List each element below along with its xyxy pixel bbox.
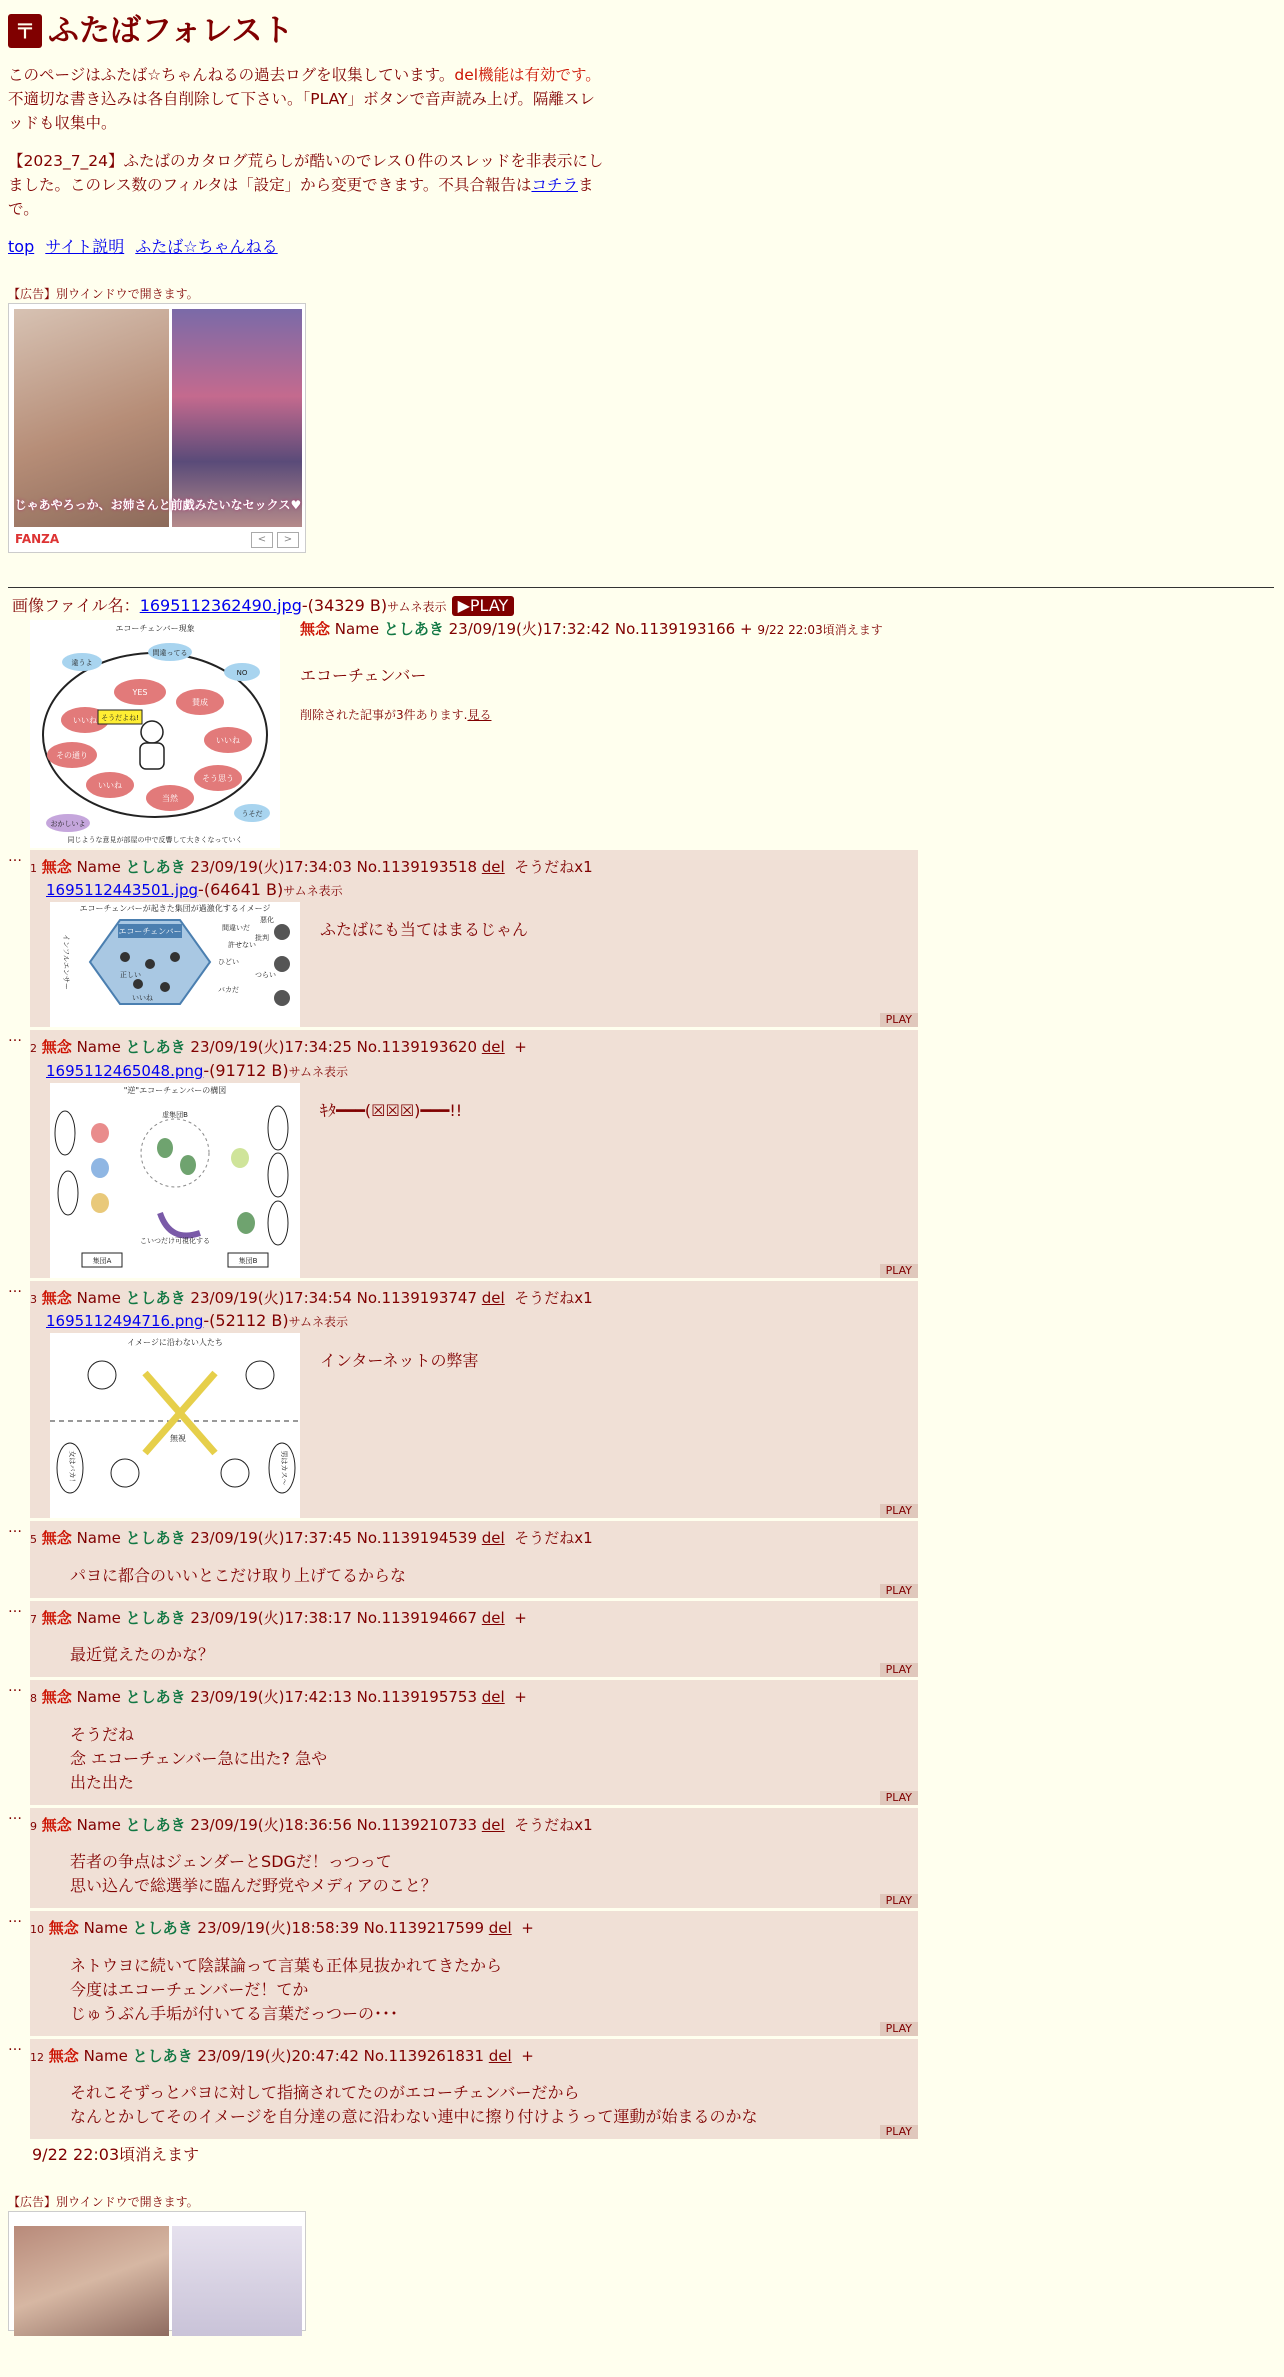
reply-index: 10: [30, 1923, 44, 1937]
reply-post: [30, 1281, 918, 1519]
intro-del-text: del機能は有効です。: [454, 65, 601, 84]
reply-subject: 無念: [41, 1038, 72, 1057]
reply-datetime: 23/09/19(火)17:34:03: [190, 857, 352, 876]
reply-name-label: Name: [76, 857, 121, 876]
image-group-a: 集団A: [92, 1256, 112, 1265]
reply-text-line: 若者の争点はジェンダーとSDGだ！っつって: [70, 1852, 392, 1872]
op-play-button[interactable]: ▶PLAY: [452, 596, 515, 616]
reply-header: [30, 1287, 918, 1310]
thread-divider: [8, 587, 1274, 588]
reply-subject: 無念: [48, 1919, 79, 1938]
reply-thumb-toggle[interactable]: サムネ表示: [283, 884, 343, 899]
reply-image[interactable]: [50, 1083, 300, 1271]
op-file-size: -(34329 B): [301, 595, 388, 615]
reply-text: [30, 1550, 918, 1598]
ad-note: 【広告】別ウインドウで開きます。: [8, 286, 199, 301]
op-header: [300, 618, 883, 641]
reply-name-label: Name: [83, 1919, 128, 1938]
reply-text-line: それこそずっとパヨに対して指摘されてたのがエコーチェンバーだから: [70, 2083, 580, 2103]
image-word: バカだ: [218, 986, 239, 995]
reply-content: [30, 1083, 918, 1278]
image-word: 間違いだ: [222, 924, 250, 933]
reply-post: [30, 1030, 918, 1278]
reply-del-link[interactable]: del: [481, 1815, 505, 1834]
op-name-label: Name: [334, 619, 380, 638]
bubble-lie: うそだ: [241, 809, 263, 818]
reply-header: [30, 2045, 918, 2068]
image-right-bubble: 男はカス～: [280, 1450, 288, 1486]
image-word: ひどい: [218, 958, 239, 967]
reply-menu-icon[interactable]: …: [8, 1279, 22, 1296]
reply-name-label: Name: [76, 1288, 121, 1307]
op-subject: 無念: [300, 619, 331, 638]
reply-del-link[interactable]: del: [481, 1038, 505, 1057]
reply-number[interactable]: No.1139261831: [363, 2046, 484, 2065]
reply-post: [30, 2039, 918, 2140]
reply-post: [30, 1680, 918, 1805]
bubble-like-1: いいね: [73, 715, 97, 725]
reply-file-link[interactable]: 1695112443501.jpg: [46, 881, 199, 900]
reply-sodane[interactable]: +: [514, 1038, 527, 1057]
reply-index: 2: [30, 1042, 37, 1056]
image-title: "逆"エコーチェンバーの構図: [123, 1085, 227, 1095]
reply-row: [8, 1808, 1276, 1909]
reply-play-button[interactable]: PLAY: [880, 1894, 918, 1908]
deleted-show-link[interactable]: 見る: [467, 708, 492, 723]
notice-text-end: まで。: [8, 175, 594, 218]
ad-brand-logo: FANZA: [15, 531, 60, 546]
reply-file-size: -(91712 B): [203, 1060, 289, 1080]
reply-sodane[interactable]: +: [521, 2046, 534, 2065]
reply-del-link[interactable]: del: [481, 1688, 505, 1707]
nav-top-link[interactable]: top: [8, 236, 35, 256]
reply-number[interactable]: No.1139217599: [363, 1919, 484, 1938]
reply-subject: 無念: [48, 2046, 79, 2065]
reply-file-link[interactable]: 1695112465048.png: [46, 1061, 204, 1080]
image-group-b: 集団B: [238, 1256, 258, 1265]
reply-sodane[interactable]: +: [514, 1608, 527, 1627]
reply-menu-icon[interactable]: …: [8, 1806, 22, 1823]
op-number[interactable]: No.1139193166: [614, 619, 736, 638]
image-title: エコーチェンバーが起きた集団が過激化するイメージ: [79, 904, 271, 914]
reply-text-line: なんとかしてそのイメージを自分達の意に沿わない連中に擦り付けようって運動が始まるのかな: [70, 2107, 758, 2127]
reply-name: としあき: [125, 1688, 186, 1707]
reply-header: [30, 1686, 918, 1709]
reply-thumb-toggle[interactable]: サムネ表示: [288, 1315, 349, 1330]
reply-text: [30, 2067, 918, 2139]
image-word: 許せない: [228, 941, 256, 950]
reply-subject: 無念: [41, 1815, 72, 1834]
bubble-mistaken: 間違ってる: [152, 648, 188, 657]
bubble-natural: 当然: [162, 793, 178, 803]
ad-image-left: [14, 309, 169, 527]
reply-datetime: 23/09/19(火)18:36:56: [190, 1815, 352, 1834]
reply-text: [30, 1629, 918, 1677]
reply-menu-icon[interactable]: …: [8, 1029, 22, 1046]
reply-menu-icon[interactable]: …: [8, 1520, 22, 1537]
reply-text: [320, 1349, 479, 1518]
reply-image[interactable]: [50, 1333, 300, 1511]
reply-sodane[interactable]: そうだねx1: [514, 1815, 593, 1834]
reply-number[interactable]: No.1139195753: [356, 1688, 477, 1707]
ad-next-button[interactable]: >: [277, 532, 299, 548]
reply-file-line: [30, 1059, 918, 1083]
reply-text-line: 思い込んで総選挙に臨んだ野党やメディアのこと？: [70, 1876, 437, 1896]
reply-sodane[interactable]: そうだねx1: [514, 1529, 593, 1548]
reply-datetime: 23/09/19(火)17:34:25: [190, 1038, 352, 1057]
reply-text-line: 念 エコーチェンバー急に出た? 急や: [70, 1748, 328, 1768]
reply-menu-icon[interactable]: …: [8, 2037, 22, 2054]
op-thumb-toggle[interactable]: サムネ表示: [387, 599, 447, 614]
bubble-like-3: いいね: [98, 780, 122, 790]
reply-row: [8, 1601, 1276, 1678]
reply-name: としあき: [125, 1608, 186, 1627]
op-image-caption: 同じような意見が部屋の中で反響して大きくなっていく: [67, 835, 243, 844]
reply-del-link[interactable]: del: [481, 1529, 505, 1548]
reply-play-button[interactable]: PLAY: [880, 1584, 918, 1598]
file-label: 画像ファイル名：: [12, 595, 140, 615]
reply-file-link[interactable]: 1695112494716.png: [46, 1312, 204, 1331]
intro-text: このページはふたば☆ちゃんねるの過去ログを収集しています。: [8, 65, 455, 84]
reply-index: 12: [30, 2050, 44, 2064]
reply-post: [30, 1808, 918, 1909]
image-left-bubble: 女はバカ！: [68, 1450, 76, 1486]
image-word: 悪化: [260, 916, 274, 925]
reply-del-link[interactable]: del: [488, 2046, 512, 2065]
reply-menu-icon[interactable]: …: [8, 848, 22, 865]
reply-datetime: 23/09/19(火)18:58:39: [197, 1919, 359, 1938]
reply-text-line: じゅうぶん手垢が付いてる言葉だっつーの･･･: [70, 2003, 399, 2023]
bubble-like-2: いいね: [216, 735, 240, 745]
op-text: エコーチェンバー: [300, 666, 427, 686]
image-note: こいつだけ可視化する: [140, 1236, 210, 1245]
reply-text-line: 今度はエコーチェンバーだ！てか: [70, 1979, 309, 1999]
reply-image-wrap[interactable]: [50, 1333, 300, 1518]
reply-list: [8, 850, 1276, 2140]
reply-row: [8, 1680, 1276, 1805]
ad-caption: じゃあやろっか、お姉さんと前戯みたいなセックス♥: [14, 497, 302, 512]
image-center-label: 無視: [170, 1434, 186, 1444]
reply-name: としあき: [125, 857, 186, 876]
nav-links: [8, 235, 1276, 259]
reply-subject: 無念: [41, 1688, 72, 1707]
op-body: [300, 618, 883, 725]
reply-index: 9: [30, 1819, 37, 1833]
reply-index: 7: [30, 1612, 37, 1626]
nav-about-link[interactable]: サイト説明: [45, 236, 125, 256]
reply-text: [30, 1709, 918, 1805]
reply-file-line: [30, 1309, 918, 1333]
site-title: ふたばフォレスト: [48, 13, 294, 49]
reply-datetime: 23/09/19(火)17:38:17: [190, 1608, 352, 1627]
op-datetime: 23/09/19(火)17:32:42: [448, 619, 611, 638]
reply-name-label: Name: [76, 1815, 121, 1834]
site-logo-icon: 〒: [8, 14, 42, 48]
ad-arrows: [251, 532, 299, 548]
reply-del-link[interactable]: del: [481, 1608, 505, 1627]
reply-sodane[interactable]: そうだねx1: [514, 857, 593, 876]
reply-number[interactable]: No.1139194539: [356, 1529, 477, 1548]
reply-text: [320, 918, 528, 1027]
reply-index: 8: [30, 1692, 37, 1706]
reply-name: としあき: [125, 1529, 186, 1548]
reply-row: [8, 850, 1276, 1028]
reply-content: [30, 902, 918, 1027]
image-word: 批判: [255, 934, 269, 943]
op-post: [8, 618, 1276, 850]
reply-del-link[interactable]: del: [488, 1919, 512, 1938]
op-file-link[interactable]: 1695112362490.jpg: [139, 595, 302, 615]
image-side-label: インフルエンサー: [62, 934, 70, 990]
reply-number[interactable]: No.1139194667: [356, 1608, 477, 1627]
reply-text-line: インターネットの弊害: [320, 1351, 479, 1371]
reply-del-link[interactable]: del: [481, 1288, 505, 1307]
op-expire: 9/22 22:03頃消えます: [757, 622, 883, 637]
reply-header: [30, 856, 918, 879]
reply-sodane[interactable]: +: [514, 1688, 527, 1707]
image-word: いいね: [132, 994, 153, 1003]
reply-file-line: [30, 878, 918, 902]
reply-text-line: 最近覚えたのかな？: [70, 1645, 215, 1665]
reply-row: [8, 1281, 1276, 1519]
reply-name: としあき: [125, 1815, 186, 1834]
reply-subject: 無念: [41, 1288, 72, 1307]
notice-text: 【2023_7_24】ふたばのカタログ荒らしが酷いのでレス０件のスレッドを非表示にしました。このレス数のフィルタは「設定」から変更できます。不具合報告は: [8, 151, 604, 194]
reply-row: [8, 1911, 1276, 2036]
bubble-yes: YES: [132, 687, 148, 697]
image-word: 正しい: [120, 971, 141, 980]
reply-sodane[interactable]: そうだねx1: [514, 1288, 593, 1307]
ad-prev-button[interactable]: <: [251, 532, 273, 548]
reply-datetime: 23/09/19(火)17:34:54: [190, 1288, 352, 1307]
intro-paragraph: [8, 63, 608, 135]
image-word: つらい: [255, 971, 276, 980]
thread-expire-footer: 9/22 22:03頃消えます: [32, 2145, 200, 2165]
reply-header: [30, 1814, 918, 1837]
reply-row: [8, 2039, 1276, 2140]
site-header: [8, 8, 1276, 55]
reply-post: [30, 1601, 918, 1678]
report-link[interactable]: コチラ: [531, 175, 578, 194]
reply-post: [30, 850, 918, 1028]
reply-play-button[interactable]: PLAY: [880, 1504, 918, 1518]
reply-menu-icon[interactable]: …: [8, 1679, 22, 1696]
reply-image-wrap[interactable]: [50, 1083, 300, 1278]
bubble-agree: 賛成: [192, 697, 208, 707]
reply-file-size: -(52112 B): [203, 1311, 289, 1331]
reply-menu-icon[interactable]: …: [8, 1599, 22, 1616]
reply-number[interactable]: No.1139210733: [356, 1815, 477, 1834]
image-title: イメージに沿わない人たち: [127, 1338, 223, 1348]
deleted-note: [300, 706, 883, 724]
ad-note-bottom: 【広告】別ウインドウで開きます。: [8, 2195, 199, 2210]
ad-bottom-image-right: [172, 2226, 302, 2336]
image-center-label: エコーチェンバー: [118, 927, 182, 937]
reply-image-wrap[interactable]: [50, 902, 300, 1027]
reply-image[interactable]: [50, 902, 300, 1020]
reply-subject: 無念: [41, 857, 72, 876]
ad-banner-bottom[interactable]: [8, 2211, 306, 2331]
bubble-think-so: そう思う: [202, 773, 234, 783]
reply-sodane[interactable]: +: [521, 1919, 534, 1938]
bubble-wrong: 違うよ: [71, 658, 93, 667]
intro-text-2: 不適切な書き込みは各自削除して下さい。「PLAY」ボタンで音声読み上げ。隔離スレッドも収集中。: [8, 89, 595, 132]
reply-number[interactable]: No.1139193620: [356, 1038, 477, 1057]
reply-row: [8, 1030, 1276, 1278]
reply-del-link[interactable]: del: [481, 857, 505, 876]
reply-header: [30, 1036, 918, 1059]
reply-menu-icon[interactable]: …: [8, 1910, 22, 1927]
reply-content: [30, 1333, 918, 1518]
reply-subject: 無念: [41, 1529, 72, 1548]
reply-header: [30, 1527, 918, 1550]
reply-text: [320, 1099, 462, 1278]
reply-name-label: Name: [76, 1608, 121, 1627]
reply-datetime: 23/09/19(火)17:37:45: [190, 1529, 352, 1548]
op-name: としあき: [383, 619, 444, 638]
bubble-no: NO: [236, 668, 248, 677]
reply-text-line: 出た出た: [70, 1772, 135, 1792]
reply-text: [30, 1940, 918, 2036]
reply-header: [30, 1607, 918, 1630]
thread-file-line: [12, 594, 1276, 618]
image-center-label: 虚集団B: [162, 1110, 188, 1119]
reply-play-button[interactable]: PLAY: [880, 1663, 918, 1677]
bubble-strange: おかしいよ: [50, 819, 86, 828]
ad-bottom-image-left: [14, 2226, 169, 2336]
reply-play-button[interactable]: PLAY: [880, 1264, 918, 1278]
bubble-exactly: その通り: [56, 750, 88, 760]
reply-post: [30, 1521, 918, 1598]
reply-name-label: Name: [83, 2046, 128, 2065]
reply-text-line: ふたばにも当てはまるじゃん: [320, 920, 529, 940]
ad-image-right: [172, 309, 302, 527]
reply-name: としあき: [125, 1038, 186, 1057]
reply-text-line: そうだね: [70, 1724, 135, 1744]
reply-index: 1: [30, 861, 37, 875]
reply-play-button[interactable]: PLAY: [880, 2022, 918, 2036]
op-plus-button[interactable]: +: [740, 619, 753, 638]
deleted-note-text: 削除された記事が3件あります.: [300, 708, 468, 723]
reply-subject: 無念: [41, 1608, 72, 1627]
reply-thumb-toggle[interactable]: サムネ表示: [288, 1064, 349, 1079]
reply-name-label: Name: [76, 1038, 121, 1057]
reply-file-size: -(64641 B): [198, 880, 284, 900]
reply-name: としあき: [125, 1288, 186, 1307]
reply-play-button[interactable]: PLAY: [880, 2125, 918, 2139]
reply-text-line: パヨに都合のいいとこだけ取り上げてるからな: [70, 1565, 407, 1585]
reply-name: としあき: [132, 2046, 193, 2065]
reply-datetime: 23/09/19(火)17:42:13: [190, 1688, 352, 1707]
reply-post: [30, 1911, 918, 2036]
reply-header: [30, 1917, 918, 1940]
reply-number[interactable]: No.1139193518: [356, 857, 477, 876]
reply-text-line: ネトウヨに続いて陰謀論って言葉も正体見抜かれてきたから: [70, 1955, 503, 1975]
reply-datetime: 23/09/19(火)20:47:42: [197, 2046, 359, 2065]
op-image[interactable]: [30, 620, 280, 848]
reply-name-label: Name: [76, 1529, 121, 1548]
reply-play-button[interactable]: PLAY: [880, 1791, 918, 1805]
bubble-right: そうだよね!: [101, 713, 139, 722]
ad-banner[interactable]: [8, 303, 306, 553]
reply-row: [8, 1521, 1276, 1598]
reply-index: 3: [30, 1292, 37, 1306]
op-image-title: エコーチェンバー現象: [115, 623, 195, 633]
reply-index: 5: [30, 1533, 37, 1547]
reply-text: [30, 1836, 918, 1908]
notice-paragraph: [8, 149, 608, 221]
reply-play-button[interactable]: PLAY: [880, 1013, 918, 1027]
reply-number[interactable]: No.1139193747: [356, 1288, 477, 1307]
reply-text-line: ｷﾀ━━━(☒☒☒)━━━!!: [320, 1100, 463, 1120]
reply-name-label: Name: [76, 1688, 121, 1707]
reply-name: としあき: [132, 1919, 193, 1938]
nav-futaba-link[interactable]: ふたば☆ちゃんねる: [135, 236, 278, 256]
